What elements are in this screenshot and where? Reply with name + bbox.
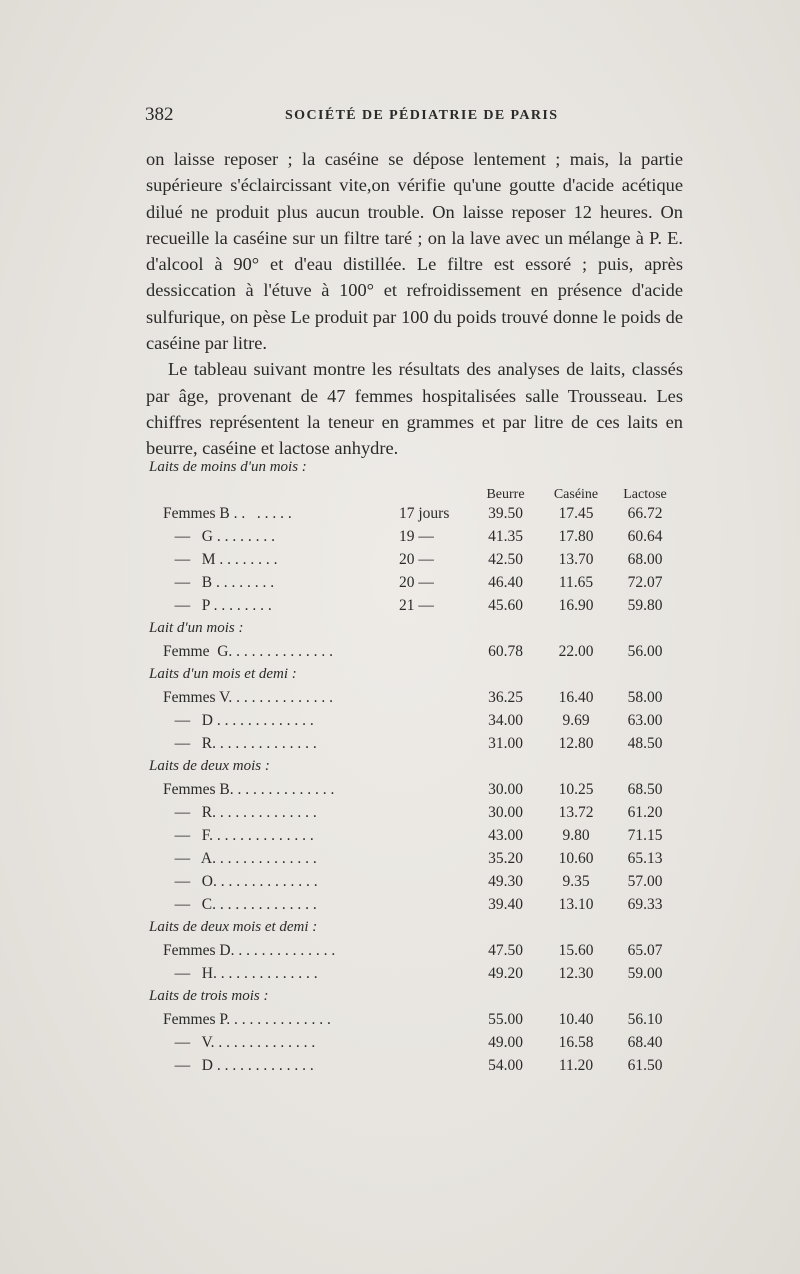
row-label: Femmes V. . . . . . . . . . . . . . xyxy=(163,689,333,706)
cell-lactose: 56.10 xyxy=(627,1011,663,1028)
row-age: 20 — xyxy=(399,551,434,568)
cell-lactose: 59.00 xyxy=(627,965,663,982)
row-label: — V. . . . . . . . . . . . . . xyxy=(163,1034,316,1051)
cell-caseine: 9.80 xyxy=(562,827,590,844)
row-label: — H. . . . . . . . . . . . . . xyxy=(163,965,318,982)
cell-caseine: 11.65 xyxy=(558,574,594,591)
row-label: — C. . . . . . . . . . . . . . xyxy=(163,896,317,913)
column-header-lactose: Lactose xyxy=(623,487,667,502)
cell-caseine: 16.40 xyxy=(558,689,594,706)
cell-caseine: 13.72 xyxy=(558,804,594,821)
body-text xyxy=(146,146,683,462)
page-number: 382 xyxy=(145,104,174,125)
row-label: Femme G. . . . . . . . . . . . . . xyxy=(163,643,334,660)
cell-beurre: 43.00 xyxy=(488,827,523,844)
section-heading: Laits de moins d'un mois : xyxy=(149,459,307,475)
cell-lactose: 58.00 xyxy=(627,689,663,706)
cell-beurre: 39.50 xyxy=(488,505,523,522)
table-row xyxy=(163,847,683,870)
cell-beurre: 45.60 xyxy=(488,597,523,614)
section-heading: Lait d'un mois : xyxy=(149,620,244,636)
running-head: SOCIÉTÉ DE PÉDIATRIE DE PARIS xyxy=(285,108,559,123)
row-label: — R. . . . . . . . . . . . . . xyxy=(163,804,317,821)
table-row xyxy=(163,732,683,755)
table-row xyxy=(163,1054,683,1077)
row-label: — P . . . . . . . . xyxy=(163,597,272,614)
cell-caseine: 10.40 xyxy=(558,1011,594,1028)
milk-analysis-table xyxy=(149,458,683,1077)
row-label: Femmes D. . . . . . . . . . . . . . xyxy=(163,942,336,959)
cell-beurre: 34.00 xyxy=(488,712,523,729)
cell-beurre: 41.35 xyxy=(488,528,523,545)
cell-caseine: 22.00 xyxy=(558,643,594,660)
cell-lactose: 69.33 xyxy=(627,896,663,913)
table-row xyxy=(163,870,683,893)
cell-lactose: 66.72 xyxy=(627,505,663,522)
table-row xyxy=(163,824,683,847)
cell-lactose: 71.15 xyxy=(627,827,663,844)
cell-caseine: 12.30 xyxy=(558,965,594,982)
cell-lactose: 61.20 xyxy=(627,804,663,821)
cell-caseine: 13.10 xyxy=(558,896,594,913)
column-header-caseine: Caséine xyxy=(553,487,599,502)
row-label: — D . . . . . . . . . . . . . xyxy=(163,712,314,729)
cell-lactose: 68.00 xyxy=(627,551,663,568)
row-label: Femmes B . . . . . . . xyxy=(163,505,292,522)
table-row xyxy=(163,709,683,732)
cell-beurre: 49.00 xyxy=(488,1034,523,1051)
cell-lactose: 63.00 xyxy=(627,712,663,729)
cell-lactose: 57.00 xyxy=(627,873,663,890)
cell-beurre: 39.40 xyxy=(488,896,523,913)
cell-beurre: 54.00 xyxy=(488,1057,523,1074)
table-row xyxy=(163,594,683,617)
row-label: — B . . . . . . . . xyxy=(163,574,275,591)
cell-lactose: 60.64 xyxy=(627,528,663,545)
table-row xyxy=(163,502,683,525)
cell-lactose: 61.50 xyxy=(627,1057,663,1074)
row-age: 20 — xyxy=(399,574,434,591)
cell-caseine: 16.58 xyxy=(558,1034,594,1051)
table-row xyxy=(163,571,683,594)
cell-lactose: 56.00 xyxy=(627,643,663,660)
row-label: — O. . . . . . . . . . . . . . xyxy=(163,873,318,890)
cell-caseine: 13.70 xyxy=(558,551,594,568)
row-label: — R. . . . . . . . . . . . . . xyxy=(163,735,317,752)
table-row xyxy=(163,1031,683,1054)
cell-beurre: 55.00 xyxy=(488,1011,523,1028)
table-row xyxy=(163,801,683,824)
row-age: 17 jours xyxy=(399,505,450,522)
cell-lactose: 48.50 xyxy=(627,735,663,752)
cell-beurre: 30.00 xyxy=(488,804,523,821)
table-row xyxy=(163,939,683,962)
table-row xyxy=(163,686,683,709)
table-row xyxy=(163,548,683,571)
row-label: — G . . . . . . . . xyxy=(163,528,275,545)
cell-lactose: 65.07 xyxy=(627,942,663,959)
row-label: — M . . . . . . . . xyxy=(163,551,278,568)
cell-lactose: 68.50 xyxy=(627,781,663,798)
cell-lactose: 72.07 xyxy=(627,574,663,591)
cell-caseine: 11.20 xyxy=(558,1057,594,1074)
cell-beurre: 30.00 xyxy=(488,781,523,798)
table-row xyxy=(163,893,683,916)
cell-beurre: 42.50 xyxy=(488,551,523,568)
row-age: 21 — xyxy=(399,597,434,614)
table-row xyxy=(163,525,683,548)
paragraph-method: on laisse reposer ; la caséine se dépose lentement ; mais, la partie supérieure s'éclaircissant vite,on vérifie qu'une goutte d'acide acétique dilué ne produit plus aucun trouble. On laisse reposer 12 heures. On recueille la caséine sur un filtre taré ; on la lave avec un mélange à P. E. d'alcool à 90° et d'eau distillée. Le filtre est essoré ; puis, après dessiccation à l'étuve à 100° et refroidissement en présence d'acide sulfurique, on pèse Le produit par 100 du poids trouvé donne le poids de caséine par litre. xyxy=(146,149,683,354)
section-heading: Laits de trois mois : xyxy=(149,988,269,1004)
cell-caseine: 12.80 xyxy=(558,735,594,752)
row-label: — D . . . . . . . . . . . . . xyxy=(163,1057,314,1074)
paragraph-intro: Le tableau suivant montre les résultats des analyses de laits, classés par âge, provenant de 47 femmes hospitalisées salle Trousseau. Les chiffres représentent la teneur en grammes et par litre de ces laits en beurre, caséine et lactose anhydre. xyxy=(146,359,683,459)
cell-lactose: 68.40 xyxy=(627,1034,663,1051)
section-heading: Laits de deux mois : xyxy=(149,758,270,774)
table-header-row xyxy=(163,483,683,502)
cell-beurre: 60.78 xyxy=(488,643,523,660)
cell-caseine: 15.60 xyxy=(558,942,594,959)
cell-lactose: 59.80 xyxy=(627,597,663,614)
row-label: Femmes B. . . . . . . . . . . . . . xyxy=(163,781,335,798)
row-label: — F. . . . . . . . . . . . . . xyxy=(163,827,314,844)
page-header xyxy=(145,104,685,134)
column-header-beurre: Beurre xyxy=(486,487,525,502)
cell-beurre: 49.30 xyxy=(488,873,523,890)
cell-caseine: 9.35 xyxy=(562,873,590,890)
cell-beurre: 35.20 xyxy=(488,850,523,867)
cell-beurre: 46.40 xyxy=(488,574,523,591)
row-label: Femmes P. . . . . . . . . . . . . . xyxy=(163,1011,331,1028)
cell-beurre: 36.25 xyxy=(488,689,523,706)
cell-beurre: 47.50 xyxy=(488,942,523,959)
cell-beurre: 31.00 xyxy=(488,735,523,752)
cell-lactose: 65.13 xyxy=(627,850,663,867)
cell-caseine: 10.60 xyxy=(558,850,594,867)
cell-caseine: 10.25 xyxy=(558,781,594,798)
cell-beurre: 49.20 xyxy=(488,965,523,982)
table-row xyxy=(163,640,683,663)
row-age: 19 — xyxy=(399,528,434,545)
table-row xyxy=(163,1008,683,1031)
row-label: — A. . . . . . . . . . . . . . xyxy=(163,850,317,867)
cell-caseine: 16.90 xyxy=(558,597,594,614)
section-heading: Laits d'un mois et demi : xyxy=(149,666,297,682)
cell-caseine: 9.69 xyxy=(562,712,590,729)
table-row xyxy=(163,778,683,801)
cell-caseine: 17.45 xyxy=(558,505,594,522)
section-heading: Laits de deux mois et demi : xyxy=(149,919,318,935)
cell-caseine: 17.80 xyxy=(558,528,594,545)
table-row xyxy=(163,962,683,985)
